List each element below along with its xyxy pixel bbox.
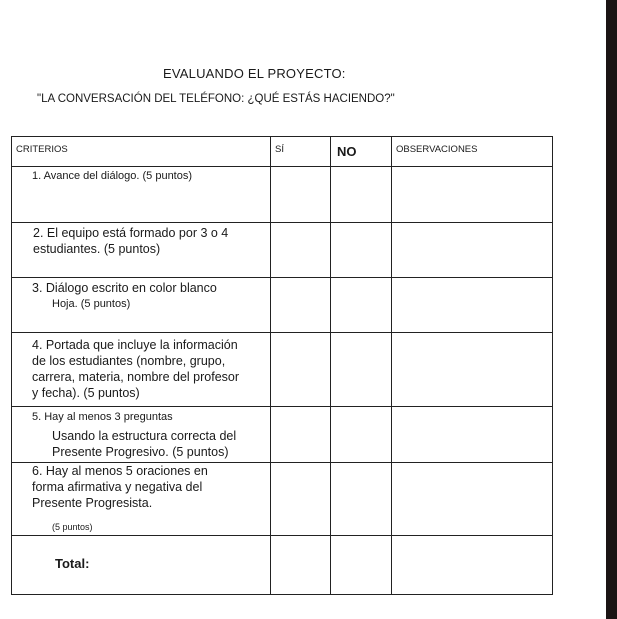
observaciones-cell [392,407,553,463]
criterion-4-line2: de los estudiantes (nombre, grupo, [32,354,226,368]
table-header-row [12,137,553,167]
criterion-6-line1: 6. Hay al menos 5 oraciones en [32,464,208,478]
si-cell [271,333,331,407]
criterion-2-line2: estudiantes. (5 puntos) [33,242,161,256]
no-cell [331,223,392,278]
observaciones-total-cell [392,536,553,595]
no-cell [331,407,392,463]
observaciones-cell [392,333,553,407]
criterion-3-line2: Hoja. (5 puntos) [52,298,131,310]
observaciones-cell [392,463,553,536]
criterion-3-line1: 3. Diálogo escrito en color blanco [32,281,217,295]
table-row [12,333,553,407]
total-cell [12,536,271,595]
table-row [12,278,553,333]
no-cell [331,278,392,333]
criterion-cell [12,278,271,333]
observaciones-cell [392,167,553,223]
criterion-5-line1: 5. Hay al menos 3 preguntas [32,411,173,423]
criterion-6-line3: Presente Progresista. [32,496,153,510]
no-cell [331,333,392,407]
header-observaciones: OBSERVACIONES [392,137,553,167]
criterion-5-line2: Usando la estructura correcta del [52,429,237,443]
criterion-4-line4: y fecha). (5 puntos) [32,386,140,400]
criterion-4-line3: carrera, materia, nombre del profesor [32,370,240,384]
document-subtitle: "LA CONVERSACIÓN DEL TELÉFONO: ¿QUÉ ESTÁS HACIENDO?" [37,93,395,105]
criterion-cell [12,223,271,278]
table-row [12,463,553,536]
si-total-cell [271,536,331,595]
si-cell [271,167,331,223]
si-cell [271,407,331,463]
observaciones-cell [392,278,553,333]
criterion-1-text: 1. Avance del diálogo. (5 puntos) [32,170,193,182]
no-cell [331,167,392,223]
table-row-total [12,536,553,595]
criterion-6-points: (5 puntos) [52,522,93,532]
criterion-cell [12,167,271,223]
observaciones-cell [392,223,553,278]
si-cell [271,463,331,536]
table-row [12,167,553,223]
document-title: EVALUANDO EL PROYECTO: [163,66,346,81]
no-total-cell [331,536,392,595]
total-label: Total: [55,556,90,571]
table-row [12,223,553,278]
criterion-6-line2: forma afirmativa y negativa del [32,480,203,494]
rubric-table [11,136,553,595]
criterion-4-line1: 4. Portada que incluye la información [32,338,238,352]
criterion-cell [12,463,271,536]
header-no: NO [331,137,392,167]
header-si: SÍ [271,137,331,167]
header-criterios: CRITERIOS [12,137,271,167]
criterion-5-line3: Presente Progresivo. (5 puntos) [52,445,229,459]
si-cell [271,278,331,333]
si-cell [271,223,331,278]
table-row [12,407,553,463]
criterion-cell [12,407,271,463]
criterion-2-line1: 2. El equipo está formado por 3 o 4 [33,226,229,240]
criterion-cell [12,333,271,407]
no-cell [331,463,392,536]
right-edge-bar [606,0,617,619]
